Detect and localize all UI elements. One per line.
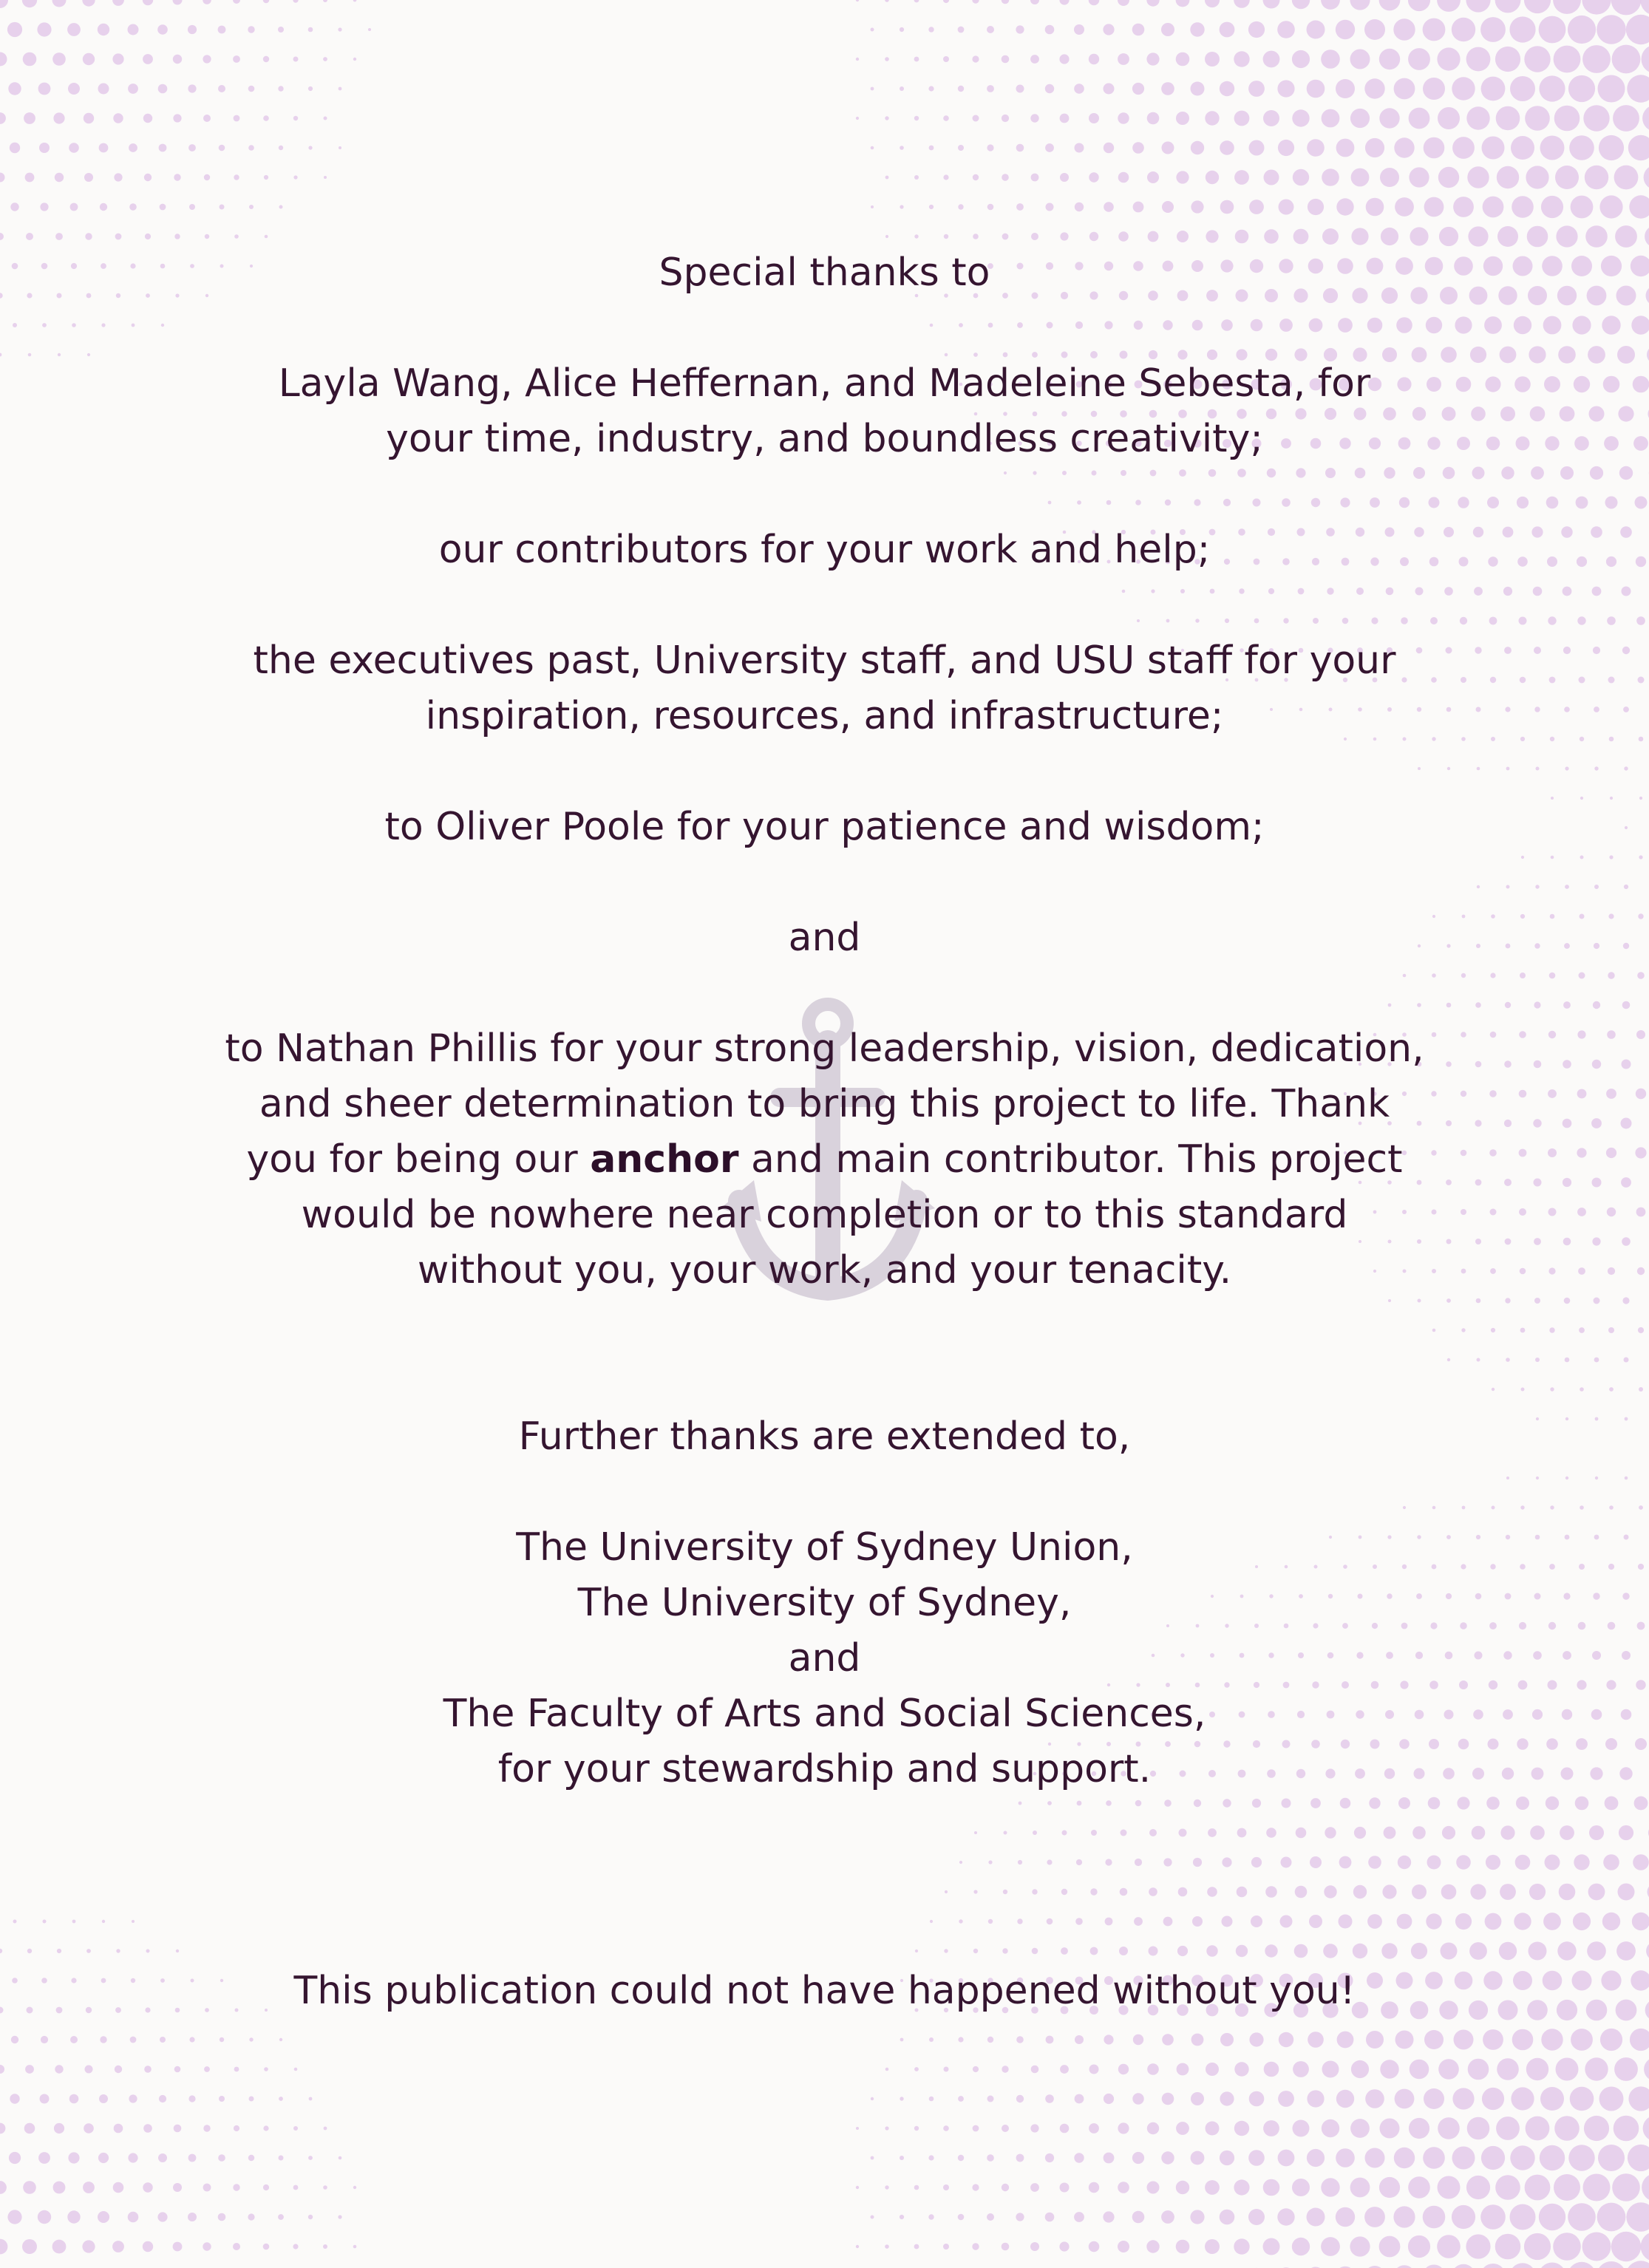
executives-line-1: the executives past, University staff, and USU staff for your bbox=[253, 638, 1396, 683]
nathan-line-3 bbox=[0, 1132, 1649, 1188]
nathan-line-5: without you, your work, and your tenacity. bbox=[417, 1248, 1232, 1293]
editors-line-2: your time, industry, and boundless creativity; bbox=[386, 417, 1263, 461]
executives-line-2: inspiration, resources, and infrastructure; bbox=[425, 694, 1224, 738]
org-faculty-line: The Faculty of Arts and Social Sciences, bbox=[443, 1692, 1206, 1736]
editors-line-1: Layla Wang, Alice Heffernan, and Madeleine Sebesta, for bbox=[278, 361, 1371, 406]
nathan-line-3-end: and main contributor. This project bbox=[738, 1137, 1403, 1182]
nathan-line-4: would be nowhere near completion or to this standard bbox=[301, 1193, 1348, 1237]
nathan-line-1: to Nathan Phillis for your strong leadership, vision, dedication, bbox=[225, 1026, 1424, 1071]
contributors-line: our contributors for your work and help; bbox=[438, 528, 1211, 572]
and-separator: and bbox=[788, 916, 861, 960]
org-usu-line: The University of Sydney Union, bbox=[516, 1525, 1133, 1570]
further-thanks-heading: Further thanks are extended to, bbox=[518, 1414, 1131, 1459]
nathan-line-3-start: you for being our bbox=[246, 1137, 591, 1182]
final-thanks-line: This publication could not have happened without you! bbox=[293, 1969, 1356, 2013]
oliver-line: to Oliver Poole for your patience and wisdom; bbox=[384, 805, 1265, 849]
stewardship-line: for your stewardship and support. bbox=[497, 1747, 1152, 1791]
anchor-emphasis: anchor bbox=[590, 1137, 739, 1182]
special-thanks-heading: Special thanks to bbox=[659, 251, 990, 295]
org-university-line: The University of Sydney, bbox=[577, 1581, 1072, 1625]
further-and-line: and bbox=[788, 1636, 861, 1680]
nathan-line-2: and sheer determination to bring this project to life. Thank bbox=[259, 1082, 1390, 1126]
